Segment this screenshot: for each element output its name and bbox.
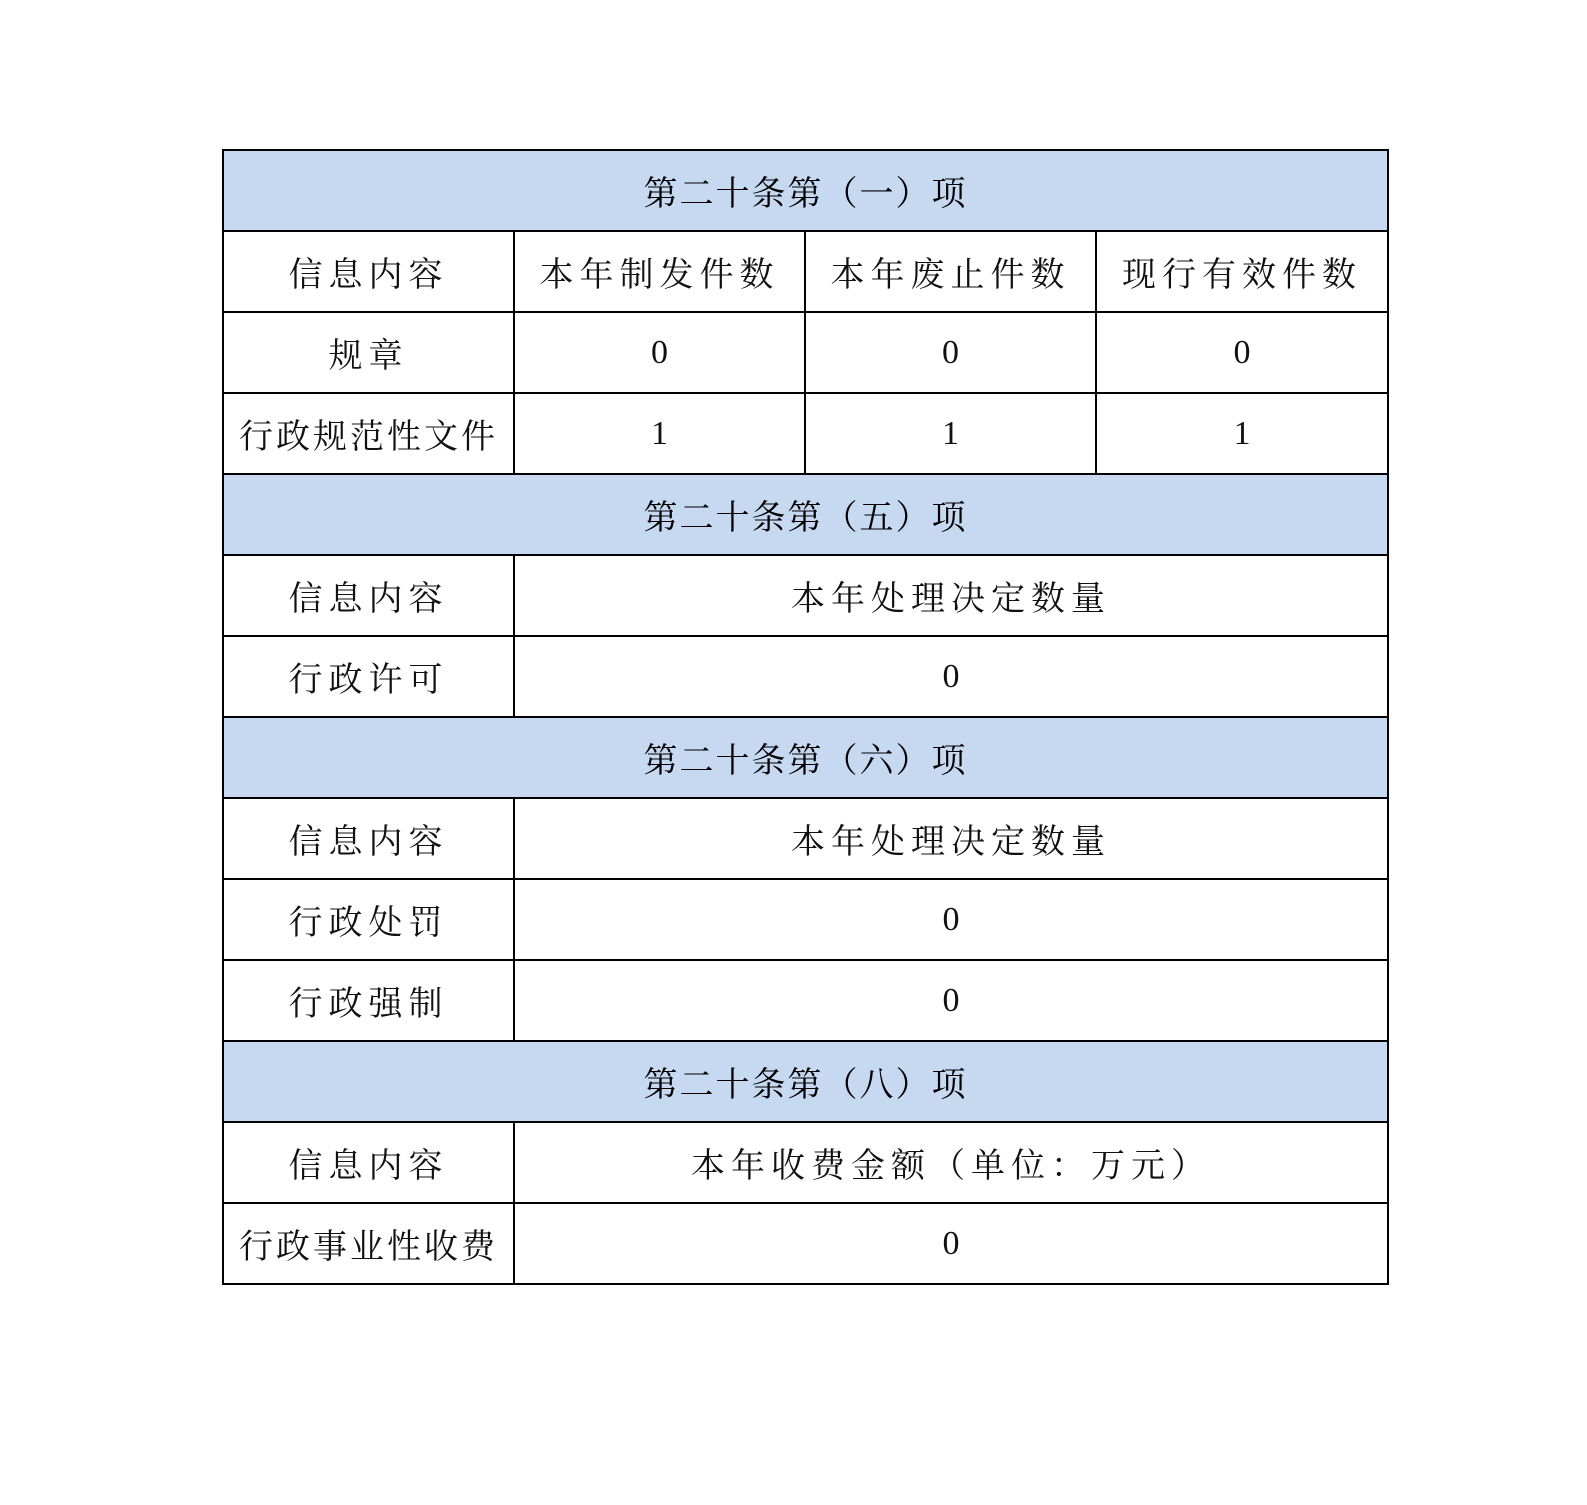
- section-title: 第二十条第（五）项: [223, 474, 1388, 555]
- header-decision-count: 本年处理决定数量: [514, 555, 1388, 636]
- header-repealed-count: 本年废止件数: [805, 231, 1096, 312]
- header-info-content: 信息内容: [223, 555, 514, 636]
- header-issued-count: 本年制发件数: [514, 231, 805, 312]
- row-label: 行政强制: [223, 960, 514, 1041]
- header-info-content: 信息内容: [223, 231, 514, 312]
- row-label: 行政处罚: [223, 879, 514, 960]
- cell-value: 0: [514, 960, 1388, 1041]
- cell-value: 0: [805, 312, 1096, 393]
- section-header-row: [223, 717, 1388, 798]
- row-label: 规章: [223, 312, 514, 393]
- column-header-row: [223, 1122, 1388, 1203]
- table-row: [223, 636, 1388, 717]
- column-header-row: [223, 231, 1388, 312]
- disclosure-table: [222, 149, 1389, 1285]
- section-title: 第二十条第（六）项: [223, 717, 1388, 798]
- header-info-content: 信息内容: [223, 1122, 514, 1203]
- row-label: 行政规范性文件: [223, 393, 514, 474]
- section-title: 第二十条第（八）项: [223, 1041, 1388, 1122]
- cell-value: 1: [514, 393, 805, 474]
- table-row: [223, 1203, 1388, 1284]
- header-info-content: 信息内容: [223, 798, 514, 879]
- section-header-row: [223, 474, 1388, 555]
- row-label: 行政许可: [223, 636, 514, 717]
- column-header-row: [223, 555, 1388, 636]
- cell-value: 1: [805, 393, 1096, 474]
- table-row: [223, 960, 1388, 1041]
- table-row: [223, 312, 1388, 393]
- section-header-row: [223, 150, 1388, 231]
- section-title: 第二十条第（一）项: [223, 150, 1388, 231]
- header-valid-count: 现行有效件数: [1096, 231, 1388, 312]
- cell-value: 0: [514, 879, 1388, 960]
- row-label: 行政事业性收费: [223, 1203, 514, 1284]
- header-fee-amount: 本年收费金额（单位：万元）: [514, 1122, 1388, 1203]
- section-header-row: [223, 1041, 1388, 1122]
- cell-value: 0: [514, 636, 1388, 717]
- header-decision-count: 本年处理决定数量: [514, 798, 1388, 879]
- cell-value: 0: [514, 1203, 1388, 1284]
- cell-value: 0: [514, 312, 805, 393]
- cell-value: 0: [1096, 312, 1388, 393]
- table-row: [223, 879, 1388, 960]
- column-header-row: [223, 798, 1388, 879]
- table-row: [223, 393, 1388, 474]
- cell-value: 1: [1096, 393, 1388, 474]
